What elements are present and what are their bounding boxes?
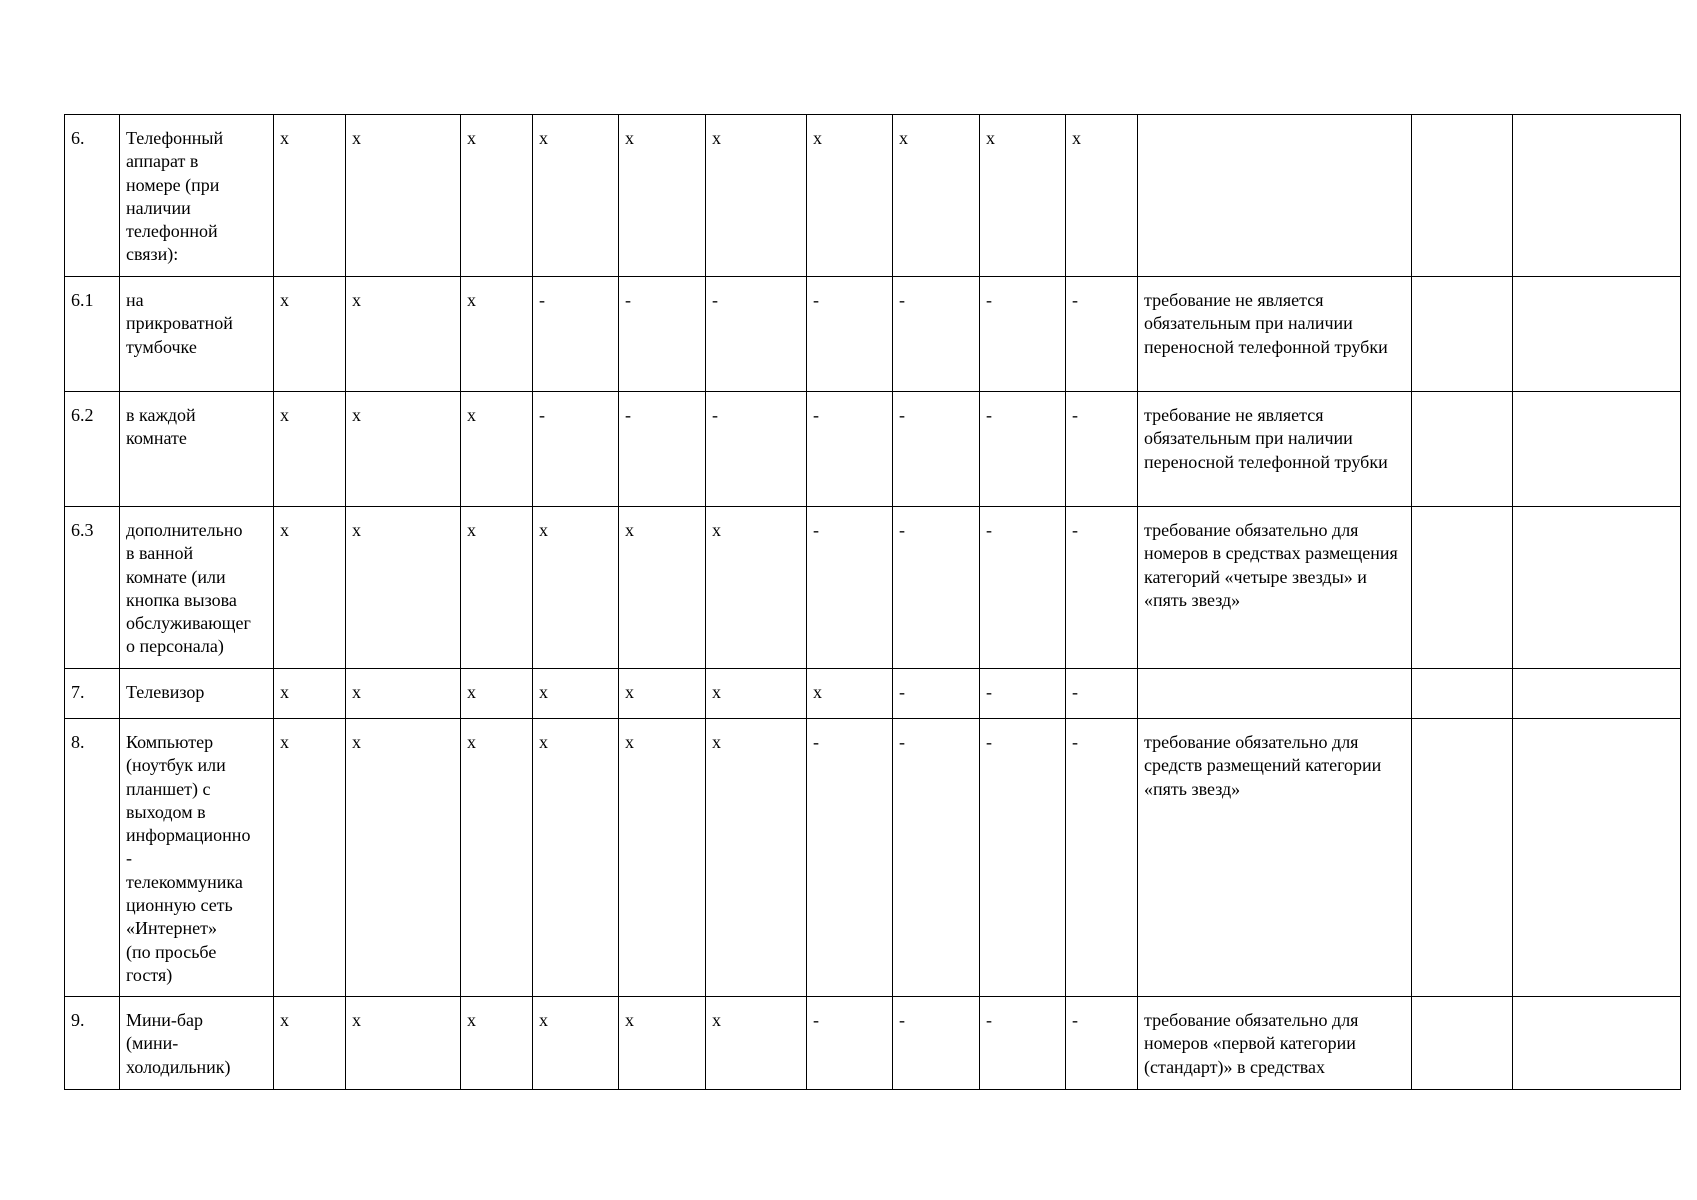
category-mark-cell [980, 277, 1066, 392]
category-mark-cell-text: x [280, 682, 289, 702]
item-name-cell [120, 277, 274, 392]
category-mark-cell-text: x [352, 732, 361, 752]
row-number-cell-text: 9. [71, 1010, 85, 1030]
item-name-cell-text: Телефонный аппарат в номере (при наличии телефонной связи): [126, 128, 224, 265]
table-row [65, 669, 1681, 719]
category-mark-cell-text: x [280, 732, 289, 752]
note-cell-text: требование не является обязательным при наличии переносной телефонной трубки [1144, 405, 1388, 472]
category-mark-cell-text: - [899, 1010, 905, 1030]
category-mark-cell-text: x [352, 290, 361, 310]
category-mark-cell-text: - [986, 520, 992, 540]
empty-cell [1513, 507, 1681, 669]
category-mark-cell [980, 719, 1066, 997]
empty-cell [1513, 719, 1681, 997]
category-mark-cell-text: x [986, 128, 995, 148]
category-mark-cell-text: x [813, 682, 822, 702]
category-mark-cell-text: x [280, 1010, 289, 1030]
category-mark-cell [980, 997, 1066, 1090]
row-number-cell [65, 115, 120, 277]
category-mark-cell [274, 997, 346, 1090]
category-mark-cell [461, 392, 533, 507]
category-mark-cell-text: x [467, 732, 476, 752]
item-name-cell [120, 669, 274, 719]
empty-cell [1513, 277, 1681, 392]
category-mark-cell-text: - [986, 732, 992, 752]
category-mark-cell [1066, 507, 1138, 669]
table-row [65, 507, 1681, 669]
empty-cell [1412, 115, 1513, 277]
category-mark-cell-text: - [1072, 732, 1078, 752]
category-mark-cell-text: x [352, 682, 361, 702]
category-mark-cell [274, 669, 346, 719]
category-mark-cell-text: - [899, 682, 905, 702]
category-mark-cell [619, 115, 706, 277]
category-mark-cell [461, 277, 533, 392]
item-name-cell-text: Мини-бар (мини- холодильник) [126, 1010, 231, 1077]
category-mark-cell [274, 719, 346, 997]
empty-cell [1513, 997, 1681, 1090]
item-name-cell [120, 115, 274, 277]
category-mark-cell [461, 997, 533, 1090]
category-mark-cell-text: - [813, 290, 819, 310]
category-mark-cell [346, 507, 461, 669]
category-mark-cell-text: x [539, 128, 548, 148]
category-mark-cell-text: x [352, 128, 361, 148]
empty-cell [1412, 392, 1513, 507]
category-mark-cell-text: x [467, 682, 476, 702]
row-number-cell-text: 6. [71, 128, 85, 148]
category-mark-cell [461, 719, 533, 997]
note-cell [1138, 277, 1412, 392]
category-mark-cell-text: x [467, 520, 476, 540]
requirements-table [64, 114, 1681, 1090]
note-cell-text: требование не является обязательным при наличии переносной телефонной трубки [1144, 290, 1388, 357]
category-mark-cell [461, 115, 533, 277]
category-mark-cell-text: - [1072, 520, 1078, 540]
category-mark-cell-text: - [899, 520, 905, 540]
item-name-cell-text: на прикроватной тумбочке [126, 290, 233, 357]
category-mark-cell-text: x [625, 1010, 634, 1030]
table-row [65, 392, 1681, 507]
empty-cell [1513, 392, 1681, 507]
category-mark-cell [807, 277, 893, 392]
category-mark-cell-text: x [280, 128, 289, 148]
category-mark-cell-text: - [1072, 682, 1078, 702]
category-mark-cell [706, 277, 807, 392]
category-mark-cell-text: - [813, 1010, 819, 1030]
empty-cell [1412, 277, 1513, 392]
category-mark-cell [619, 277, 706, 392]
category-mark-cell [346, 392, 461, 507]
category-mark-cell-text: x [712, 1010, 721, 1030]
category-mark-cell [893, 507, 980, 669]
category-mark-cell [980, 115, 1066, 277]
category-mark-cell-text: x [539, 520, 548, 540]
note-cell [1138, 669, 1412, 719]
category-mark-cell [461, 669, 533, 719]
note-cell [1138, 997, 1412, 1090]
category-mark-cell-text: - [712, 290, 718, 310]
category-mark-cell-text: - [539, 290, 545, 310]
category-mark-cell [274, 115, 346, 277]
row-number-cell-text: 7. [71, 682, 85, 702]
item-name-cell-text: в каждой комнате [126, 405, 196, 449]
table-row [65, 115, 1681, 277]
empty-cell [1412, 719, 1513, 997]
note-cell [1138, 719, 1412, 997]
row-number-cell [65, 277, 120, 392]
category-mark-cell [346, 669, 461, 719]
category-mark-cell [706, 115, 807, 277]
category-mark-cell-text: x [352, 405, 361, 425]
category-mark-cell-text: x [280, 405, 289, 425]
item-name-cell [120, 507, 274, 669]
category-mark-cell-text: - [986, 1010, 992, 1030]
category-mark-cell [1066, 277, 1138, 392]
note-cell [1138, 507, 1412, 669]
category-mark-cell-text: x [712, 682, 721, 702]
category-mark-cell [807, 392, 893, 507]
category-mark-cell [706, 997, 807, 1090]
category-mark-cell-text: - [899, 290, 905, 310]
category-mark-cell-text: - [986, 405, 992, 425]
category-mark-cell [274, 277, 346, 392]
table-row [65, 719, 1681, 997]
category-mark-cell [533, 392, 619, 507]
item-name-cell-text: Телевизор [126, 682, 205, 702]
category-mark-cell-text: - [813, 732, 819, 752]
item-name-cell-text: Компьютер (ноутбук или планшет) с выходом в информационно - телекоммуника ционную сеть «Интернет» (по просьбе гостя) [126, 732, 251, 985]
category-mark-cell-text: x [467, 128, 476, 148]
empty-cell [1412, 997, 1513, 1090]
category-mark-cell-text: x [712, 520, 721, 540]
category-mark-cell-text: x [467, 405, 476, 425]
category-mark-cell-text: x [625, 128, 634, 148]
table-body [65, 115, 1681, 1090]
category-mark-cell-text: - [986, 682, 992, 702]
category-mark-cell [619, 669, 706, 719]
table-row [65, 997, 1681, 1090]
row-number-cell-text: 6.1 [71, 290, 94, 310]
category-mark-cell [346, 115, 461, 277]
category-mark-cell [807, 719, 893, 997]
category-mark-cell [533, 507, 619, 669]
category-mark-cell-text: - [625, 290, 631, 310]
row-number-cell-text: 8. [71, 732, 85, 752]
category-mark-cell-text: x [712, 128, 721, 148]
category-mark-cell-text: x [352, 520, 361, 540]
category-mark-cell [980, 392, 1066, 507]
category-mark-cell [533, 719, 619, 997]
category-mark-cell [807, 997, 893, 1090]
category-mark-cell [533, 115, 619, 277]
item-name-cell [120, 719, 274, 997]
category-mark-cell [1066, 115, 1138, 277]
category-mark-cell [274, 392, 346, 507]
category-mark-cell [706, 669, 807, 719]
empty-cell [1412, 669, 1513, 719]
category-mark-cell-text: x [539, 682, 548, 702]
category-mark-cell-text: - [625, 405, 631, 425]
category-mark-cell-text: x [813, 128, 822, 148]
category-mark-cell-text: - [899, 405, 905, 425]
category-mark-cell [1066, 392, 1138, 507]
category-mark-cell [1066, 997, 1138, 1090]
row-number-cell [65, 719, 120, 997]
item-name-cell [120, 392, 274, 507]
category-mark-cell-text: x [280, 520, 289, 540]
category-mark-cell [980, 669, 1066, 719]
category-mark-cell [893, 719, 980, 997]
category-mark-cell-text: x [539, 732, 548, 752]
category-mark-cell [893, 997, 980, 1090]
category-mark-cell-text: - [899, 732, 905, 752]
category-mark-cell [893, 669, 980, 719]
empty-cell [1513, 669, 1681, 719]
note-cell-text: требование обязательно для номеров «первой категории (стандарт)» в средствах [1144, 1010, 1359, 1077]
item-name-cell-text: дополнительно в ванной комнате (или кнопка вызова обслуживающег о персонала) [126, 520, 251, 657]
note-cell [1138, 115, 1412, 277]
category-mark-cell-text: x [625, 682, 634, 702]
category-mark-cell [893, 392, 980, 507]
row-number-cell-text: 6.2 [71, 405, 94, 425]
category-mark-cell [1066, 719, 1138, 997]
category-mark-cell-text: x [539, 1010, 548, 1030]
category-mark-cell-text: x [1072, 128, 1081, 148]
category-mark-cell [274, 507, 346, 669]
category-mark-cell-text: - [712, 405, 718, 425]
category-mark-cell-text: - [1072, 1010, 1078, 1030]
category-mark-cell [533, 277, 619, 392]
category-mark-cell-text: x [467, 290, 476, 310]
category-mark-cell [619, 719, 706, 997]
note-cell-text: требование обязательно для средств размещений категории «пять звезд» [1144, 732, 1382, 799]
row-number-cell-text: 6.3 [71, 520, 94, 540]
row-number-cell [65, 392, 120, 507]
category-mark-cell [461, 507, 533, 669]
category-mark-cell [980, 507, 1066, 669]
category-mark-cell [1066, 669, 1138, 719]
row-number-cell [65, 669, 120, 719]
item-name-cell [120, 997, 274, 1090]
category-mark-cell [346, 719, 461, 997]
category-mark-cell [619, 507, 706, 669]
category-mark-cell [533, 669, 619, 719]
category-mark-cell-text: - [1072, 290, 1078, 310]
category-mark-cell [706, 507, 807, 669]
category-mark-cell-text: x [280, 290, 289, 310]
category-mark-cell-text: x [625, 732, 634, 752]
note-cell [1138, 392, 1412, 507]
category-mark-cell-text: - [986, 290, 992, 310]
category-mark-cell [346, 997, 461, 1090]
category-mark-cell [619, 997, 706, 1090]
note-cell-text: требование обязательно для номеров в средствах размещения категорий «четыре звезды» и «пять звезд» [1144, 520, 1398, 610]
category-mark-cell-text: - [813, 520, 819, 540]
category-mark-cell-text: - [539, 405, 545, 425]
category-mark-cell [706, 719, 807, 997]
category-mark-cell-text: x [467, 1010, 476, 1030]
category-mark-cell [619, 392, 706, 507]
category-mark-cell [893, 115, 980, 277]
category-mark-cell-text: - [813, 405, 819, 425]
category-mark-cell-text: - [1072, 405, 1078, 425]
category-mark-cell [346, 277, 461, 392]
row-number-cell [65, 997, 120, 1090]
row-number-cell [65, 507, 120, 669]
empty-cell [1412, 507, 1513, 669]
table-row [65, 277, 1681, 392]
empty-cell [1513, 115, 1681, 277]
category-mark-cell [807, 507, 893, 669]
category-mark-cell [706, 392, 807, 507]
category-mark-cell-text: x [899, 128, 908, 148]
category-mark-cell [893, 277, 980, 392]
category-mark-cell [533, 997, 619, 1090]
category-mark-cell-text: x [625, 520, 634, 540]
category-mark-cell [807, 669, 893, 719]
category-mark-cell-text: x [352, 1010, 361, 1030]
category-mark-cell [807, 115, 893, 277]
category-mark-cell-text: x [712, 732, 721, 752]
